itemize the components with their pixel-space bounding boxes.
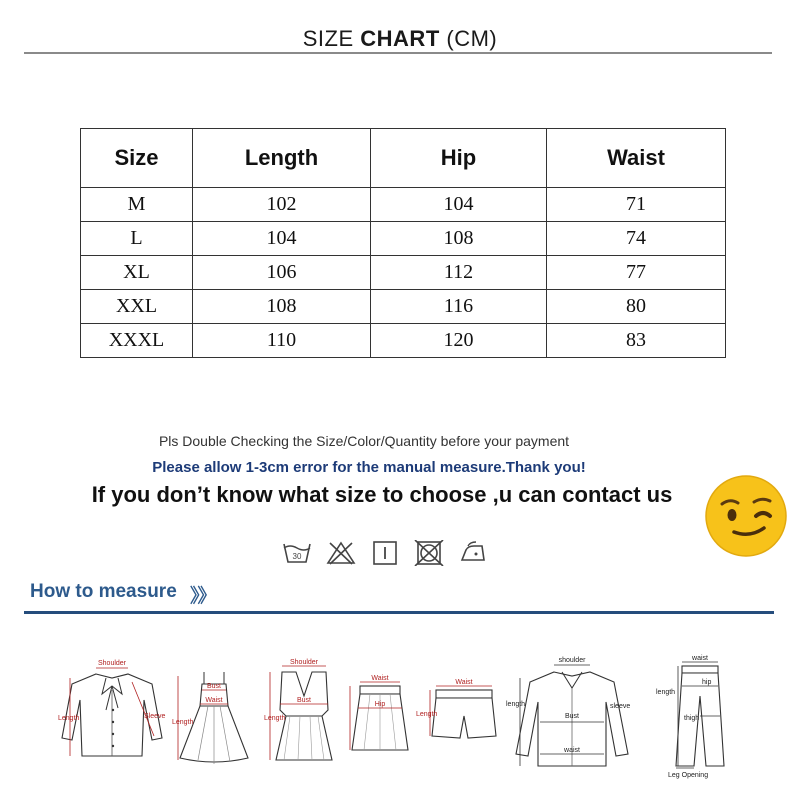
table-cell: 110 bbox=[193, 324, 371, 358]
skirt-measure-diagram bbox=[346, 676, 412, 761]
label-bust: Bust bbox=[564, 713, 580, 720]
label-hip: Hip bbox=[374, 701, 386, 708]
table-cell: 80 bbox=[547, 290, 726, 324]
table-cell: M bbox=[81, 188, 193, 222]
winking-emoji-icon bbox=[704, 474, 788, 558]
label-waist: waist bbox=[564, 747, 580, 754]
table-row bbox=[81, 222, 726, 256]
label-thigh: thigh bbox=[684, 715, 700, 722]
label-sleeve: sleeve bbox=[610, 703, 631, 710]
contact-note: If you don’t know what size to choose ,u can contact us bbox=[91, 482, 673, 507]
wash-30-icon bbox=[282, 540, 312, 566]
dress-measure-diagram bbox=[172, 666, 252, 771]
column-header: Length bbox=[193, 129, 371, 188]
no-bleach-icon bbox=[326, 540, 356, 566]
table-cell: 77 bbox=[547, 256, 726, 290]
label-leg-opening: Leg Opening bbox=[668, 772, 709, 779]
table-cell: 108 bbox=[371, 222, 547, 256]
table-cell: 74 bbox=[547, 222, 726, 256]
label-bust: Bust bbox=[296, 697, 312, 704]
table-header-row bbox=[81, 129, 726, 188]
label-shoulder: Shoulder bbox=[289, 659, 319, 666]
table-row bbox=[81, 290, 726, 324]
table-cell: 83 bbox=[547, 324, 726, 358]
trousers-measure-diagram bbox=[654, 656, 734, 785]
column-header: Waist bbox=[547, 129, 726, 188]
measure-error-note: Please allow 1-3cm error for the manual measure.Thank you! bbox=[152, 459, 586, 476]
label-hip: hip bbox=[702, 679, 712, 686]
label-length: Length bbox=[172, 719, 194, 726]
table-cell: 104 bbox=[193, 222, 371, 256]
table-cell: XL bbox=[81, 256, 193, 290]
page-title bbox=[0, 26, 800, 52]
label-shoulder: Shoulder bbox=[97, 660, 127, 667]
tumble-dry-icon bbox=[370, 540, 400, 566]
title-size: SIZE bbox=[302, 26, 354, 51]
label-waist: waist bbox=[692, 655, 708, 662]
chevron-right-icon: 》》 bbox=[190, 586, 215, 607]
shorts-measure-diagram bbox=[416, 680, 500, 751]
column-header: Size bbox=[81, 129, 193, 188]
table-row bbox=[81, 188, 726, 222]
table-cell: XXL bbox=[81, 290, 193, 324]
label-length: length bbox=[506, 701, 526, 708]
shirt-measure-diagram bbox=[506, 658, 638, 777]
table-cell: XXXL bbox=[81, 324, 193, 358]
how-to-measure-title: How to measure bbox=[30, 581, 177, 602]
label-length: length bbox=[656, 689, 676, 696]
table-cell: 120 bbox=[371, 324, 547, 358]
table-cell: 116 bbox=[371, 290, 547, 324]
label-length: Length bbox=[264, 715, 286, 722]
label-shoulder: shoulder bbox=[558, 657, 586, 664]
table-row bbox=[81, 256, 726, 290]
table-cell: 102 bbox=[193, 188, 371, 222]
label-length: Length bbox=[58, 715, 80, 722]
label-waist: Waist bbox=[205, 697, 223, 704]
label-bust: Bust bbox=[206, 683, 222, 690]
label-sleeve: Sleeve bbox=[144, 713, 166, 720]
label-length: Length bbox=[416, 711, 438, 718]
care-icons bbox=[282, 540, 488, 566]
column-header: Hip bbox=[371, 129, 547, 188]
table-cell: 112 bbox=[371, 256, 547, 290]
header-divider bbox=[24, 52, 772, 54]
label-waist: Waist bbox=[455, 679, 473, 686]
table-cell: 104 bbox=[371, 188, 547, 222]
table-cell: 106 bbox=[193, 256, 371, 290]
table-cell: L bbox=[81, 222, 193, 256]
table-cell: 108 bbox=[193, 290, 371, 324]
blouse-measure-diagram bbox=[56, 660, 168, 765]
title-unit: (CM) bbox=[446, 26, 498, 51]
payment-note: Pls Double Checking the Size/Color/Quantity before your payment bbox=[158, 433, 570, 449]
svg-text:30: 30 bbox=[292, 552, 302, 561]
title-chart: CHART bbox=[360, 26, 440, 51]
no-tumble-dry-icon bbox=[414, 540, 444, 566]
table-cell: 71 bbox=[547, 188, 726, 222]
top-measure-diagram bbox=[262, 660, 346, 769]
label-waist: Waist bbox=[371, 675, 389, 682]
section-divider bbox=[24, 611, 774, 614]
iron-icon bbox=[458, 540, 488, 566]
table-row bbox=[81, 324, 726, 358]
size-table bbox=[80, 128, 726, 358]
